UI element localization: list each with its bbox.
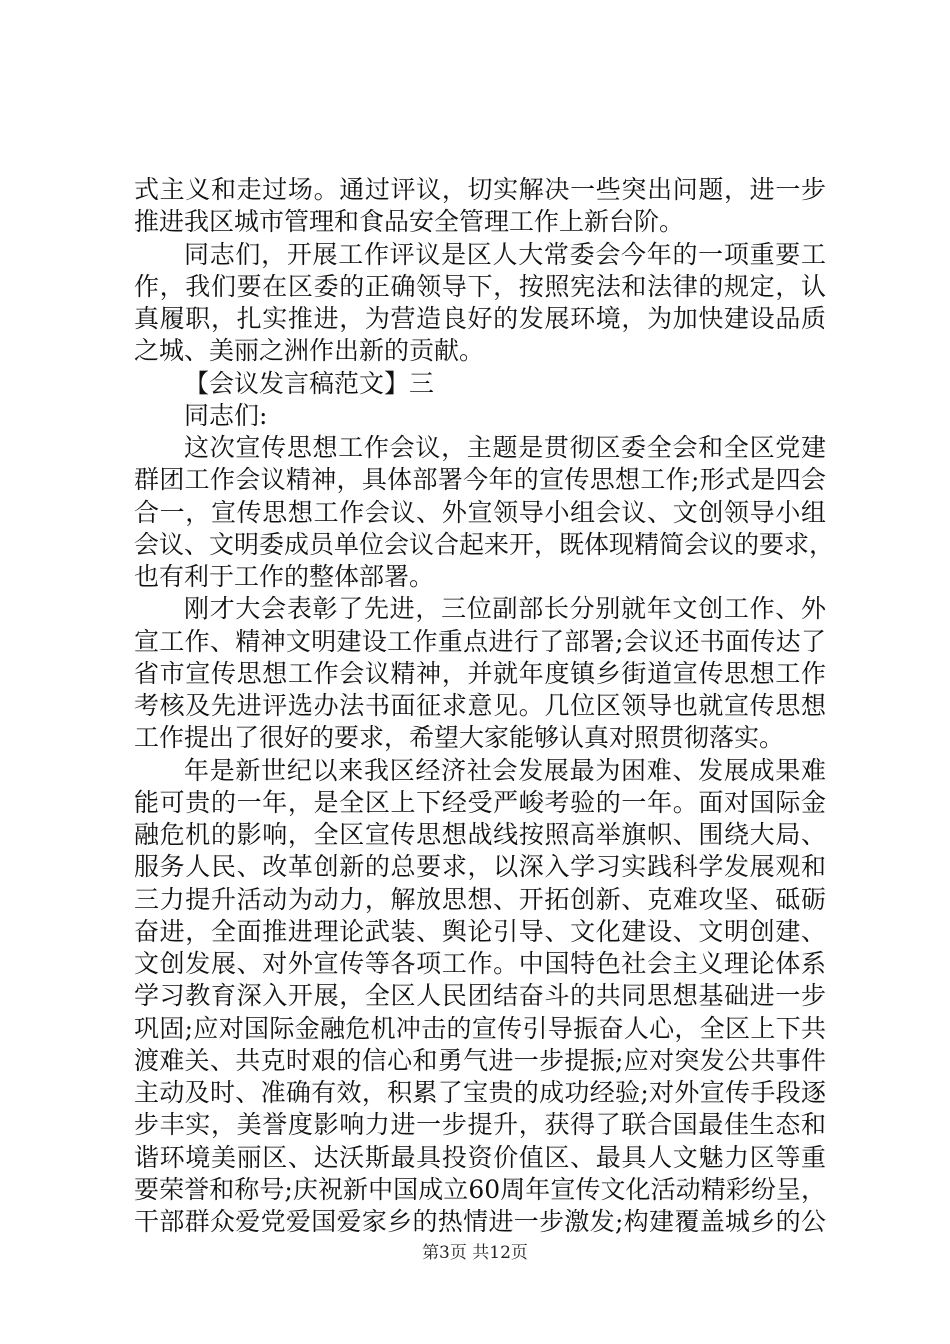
text-line: 也有利于工作的整体部署。 [134,562,435,591]
page-footer: 第3页 共12页 [422,1243,528,1263]
text-line: 能可贵的一年，是全区上下经受严峻考验的一年。面对国际金 [134,787,826,817]
text-line: 年是新世纪以来我区经济社会发展最为困难、发展成果难 [184,755,826,785]
text-line: 推进我区城市管理和食品安全管理工作上新台阶。 [134,207,685,237]
text-line: 巩固;应对国际金融危机冲击的宣传引导振奋人心，全区上下共 [134,1013,826,1043]
text-line: 学习教育深入开展，全区人民团结奋斗的共同思想基础进一步 [134,981,826,1011]
text-line: 作，我们要在区委的正确领导下，按照宪法和法律的规定，认 [134,271,826,301]
text-line: 渡难关、共克时艰的信心和勇气进一步提振;应对突发公共事件 [134,1045,826,1075]
text-line: 主动及时、准确有效，积累了宝贵的成功经验;对外宣传手段逐 [134,1078,826,1107]
text-line: 同志们，开展工作评议是区人大常委会今年的一项重要工 [184,239,826,269]
text-line: 这次宣传思想工作会议，主题是贯彻区委全会和全区党建 [184,433,826,462]
text-line: 要荣誉和称号;庆祝新中国成立60周年宣传文化活动精彩纷呈， [134,1174,826,1204]
text-line: 省市宣传思想工作会议精神，并就年度镇乡街道宣传思想工作 [134,658,826,688]
text-line: 式主义和走过场。通过评议，切实解决一些突出问题，进一步 [134,175,826,204]
text-line: 服务人民、改革创新的总要求，以深入学习实践科学发展观和 [134,852,826,882]
text-line: 会议、文明委成员单位会议合起来开，既体现精简会议的要求， [134,529,835,559]
text-line: 三力提升活动为动力，解放思想、开拓创新、克难攻坚、砥砺 [134,884,826,914]
text-line: 群团工作会议精神，具体部署今年的宣传思想工作;形式是四会 [134,465,826,495]
document-body [134,174,835,1238]
text-line: 之城、美丽之洲作出新的贡献。 [134,336,485,366]
text-line: 谐环境美丽区、达沃斯最具投资价值区、最具人文魅力区等重 [134,1142,826,1172]
text-line: 宣工作、精神文明建设工作重点进行了部署;会议还书面传达了 [134,626,826,656]
text-line: 考核及先进评选办法书面征求意见。几位区领导也就宣传思想 [134,691,826,720]
text-line: 刚才大会表彰了先进，三位副部长分别就年文创工作、外 [184,594,826,624]
text-line: 干部群众爱党爱国爱家乡的热情进一步激发;构建覆盖城乡的公 [134,1207,826,1236]
text-line: 步丰实，美誉度影响力进一步提升，获得了联合国最佳生态和 [134,1110,826,1140]
text-line: 合一，宣传思想工作会议、外宣领导小组会议、文创领导小组 [134,497,826,527]
text-line: 工作提出了很好的要求，希望大家能够认真对照贯彻落实。 [134,723,785,753]
text-line: 文创发展、对外宣传等各项工作。中国特色社会主义理论体系 [134,949,826,978]
text-line: 奋进，全面推进理论武装、舆论引导、文化建设、文明创建、 [134,916,826,946]
text-line: 【会议发言稿范文】三 [184,368,435,398]
text-line: 真履职，扎实推进，为营造良好的发展环境，为加快建设品质 [134,304,826,333]
text-line: 同志们: [184,400,268,430]
text-line: 融危机的影响，全区宣传思想战线按照高举旗帜、围绕大局、 [134,820,826,849]
